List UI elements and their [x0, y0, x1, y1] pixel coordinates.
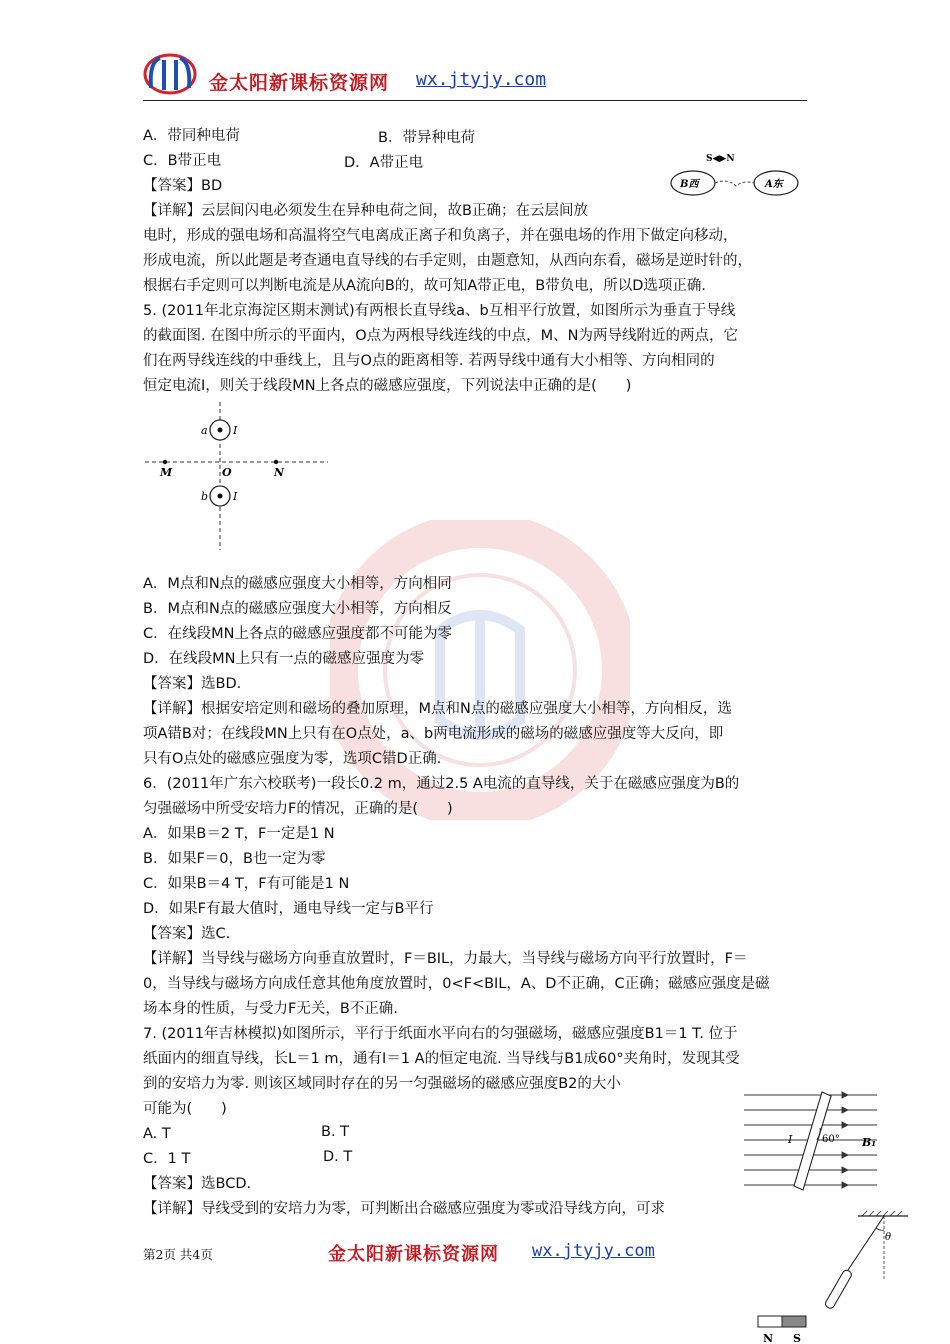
q5-stem-line: 恒定电流I，则关于线段MN上各点的磁感应强度，下列说法中正确的是( ) [143, 378, 632, 394]
point-m-label: M [160, 466, 173, 479]
b1-label: B₁ [862, 1136, 877, 1149]
angle-label: 60° [822, 1134, 840, 1145]
q5-wire-figure [143, 398, 333, 553]
q4-detail-line: 形成电流，所以此题是考查通电直导线的右手定则，由题意知，从西向东看，磁场是逆时针的， [143, 253, 752, 269]
header-url-link[interactable]: wx.jtyjy.com [416, 69, 547, 90]
q6-detail-line: 场本身的性质，与受力F无关，B不正确. [143, 1001, 398, 1017]
q7-answer: 【答案】选BCD. [143, 1176, 252, 1192]
q4-answer: 【答案】BD [143, 178, 223, 194]
q4-option-d: D．A带正电 [344, 155, 424, 171]
q5-option-c: C．在线段MN上各点的磁感应强度都不可能为零 [143, 626, 452, 642]
q5-option-d: D．在线段MN上只有一点的磁感应强度为零 [143, 651, 425, 667]
q4-detail-line: 根据右手定则可以判断电流是从A流向B的，故可知A带正电，B带负电，所以D选项正确． [143, 278, 716, 294]
magnet-figure [755, 1314, 815, 1344]
q7-stem-line: 到的安培力为零. 则该区域同时存在的另一匀强磁场的磁感应强度B2的大小 [143, 1076, 621, 1092]
q6-detail-line: 0，当导线与磁场方向成任意其他角度放置时，0<F<BIL，A、D不正确，C正确；磁感应强度是磁 [143, 976, 770, 992]
point-o-label: O [222, 466, 232, 479]
q5-option-b: B．M点和N点的磁感应强度大小相等，方向相反 [143, 601, 452, 617]
q7-option-c: C．1 T [143, 1151, 191, 1167]
page-header [143, 52, 807, 101]
pendulum-figure [818, 1210, 910, 1344]
q5-stem-line: 的截面图. 在图中所示的平面内，O点为两根导线连线的中点，M、N为两导线附近的两点，它 [143, 328, 738, 344]
point-n-label: N [274, 466, 285, 479]
wire-a-label: a [201, 424, 208, 437]
q5-detail-line: 【详解】根据安培定则和磁场的叠加原理，M点和N点的磁感应强度大小相等，方向相反，选 [143, 701, 732, 717]
q4-detail-line: 电时，形成的强电场和高温将空气电离成正离子和负离子，并在强电场的作用下做定向移动， [143, 228, 738, 244]
q4-cloud-figure [668, 150, 803, 205]
q6-answer: 【答案】选C. [143, 926, 231, 942]
q4-detail-line: 【详解】云层间闪电必须发生在异种电荷之间，故B正确；在云层间放 [143, 203, 588, 219]
header-brand: 金太阳新课标资源网 [209, 72, 390, 94]
q5-option-a: A．M点和N点的磁感应强度大小相等，方向相同 [143, 576, 452, 592]
q6-stem-line: 匀强磁场中所受安培力F的情况，正确的是( ) [143, 801, 453, 817]
magnet-n-label: N [763, 1332, 774, 1344]
q5-answer: 【答案】选BD. [143, 676, 242, 692]
footer-url-link[interactable]: wx.jtyjy.com [532, 1241, 655, 1261]
jty-logo-icon [143, 52, 197, 96]
wire-current-label: I [788, 1133, 793, 1146]
q5-detail-line: 只有O点处的磁感应强度为零，选项C错D正确. [143, 751, 442, 767]
q7-stem-line: 7. (2011年吉林模拟)如图所示，平行于纸面水平向右的匀强磁场，磁感应强度B1＝1 T. 位于 [143, 1026, 738, 1042]
q6-option-b: B．如果F＝0，B也一定为零 [143, 851, 326, 867]
q5-stem-line: 5. (2011年北京海淀区期末测试)有两根长直导线a、b互相平行放置，如图所示为垂直于导线 [143, 303, 736, 319]
compass-label: S◀▶N [706, 154, 735, 164]
q6-option-a: A．如果B＝2 T，F一定是1 N [143, 826, 335, 842]
theta-label: θ [885, 1232, 892, 1243]
q6-option-c: C．如果B＝4 T，F有可能是1 N [143, 876, 350, 892]
magnet-s-label: S [793, 1332, 801, 1344]
q4-option-a: A．带同种电荷 [143, 128, 240, 144]
current-b-label: I [233, 490, 238, 503]
q7-option-b: B. T [321, 1124, 350, 1140]
q7-field-figure [742, 1090, 882, 1192]
q7-stem-line: 纸面内的细直导线，长L＝1 m，通有I＝1 A的恒定电流. 当导线与B1成60°夹角时，发现其受 [143, 1051, 740, 1067]
current-a-label: I [233, 424, 238, 437]
q4-option-c: C．B带正电 [143, 153, 222, 169]
q7-stem-line: 可能为( ) [143, 1101, 227, 1117]
page-number: 第2页 共4页 [143, 1247, 213, 1262]
q6-detail-line: 【详解】当导线与磁场方向垂直放置时，F＝BIL，力最大，当导线与磁场方向平行放置时，F＝ [143, 951, 748, 967]
q6-option-d: D．如果F有最大值时，通电导线一定与B平行 [143, 901, 434, 917]
q7-option-d: D. T [323, 1149, 353, 1165]
wire-b-label: b [201, 490, 209, 503]
q7-option-a: A. T [143, 1126, 171, 1142]
q4-option-b: B．带异种电荷 [378, 130, 475, 146]
q5-detail-line: 项A错B对；在线段MN上只有在O点处，a、b两电流形成的磁场的磁感应强度等大反向，即 [143, 726, 724, 742]
q7-detail-line: 【详解】导线受到的安培力为零，可判断出合磁感应强度为零或沿导线方向，可求 [143, 1201, 665, 1217]
q6-stem-line: 6．(2011年广东六校联考)一段长0.2 m，通过2.5 A电流的直导线，关于在磁感应强度为B的 [143, 776, 740, 792]
q5-stem-line: 们在两导线连线的中垂线上，且与O点的距离相等. 若两导线中通有大小相等、方向相同的 [143, 353, 715, 369]
footer-brand: 金太阳新课标资源网 [328, 1244, 499, 1265]
cloud-a-label: A东 [765, 179, 783, 190]
cloud-b-label: B西 [680, 179, 699, 190]
